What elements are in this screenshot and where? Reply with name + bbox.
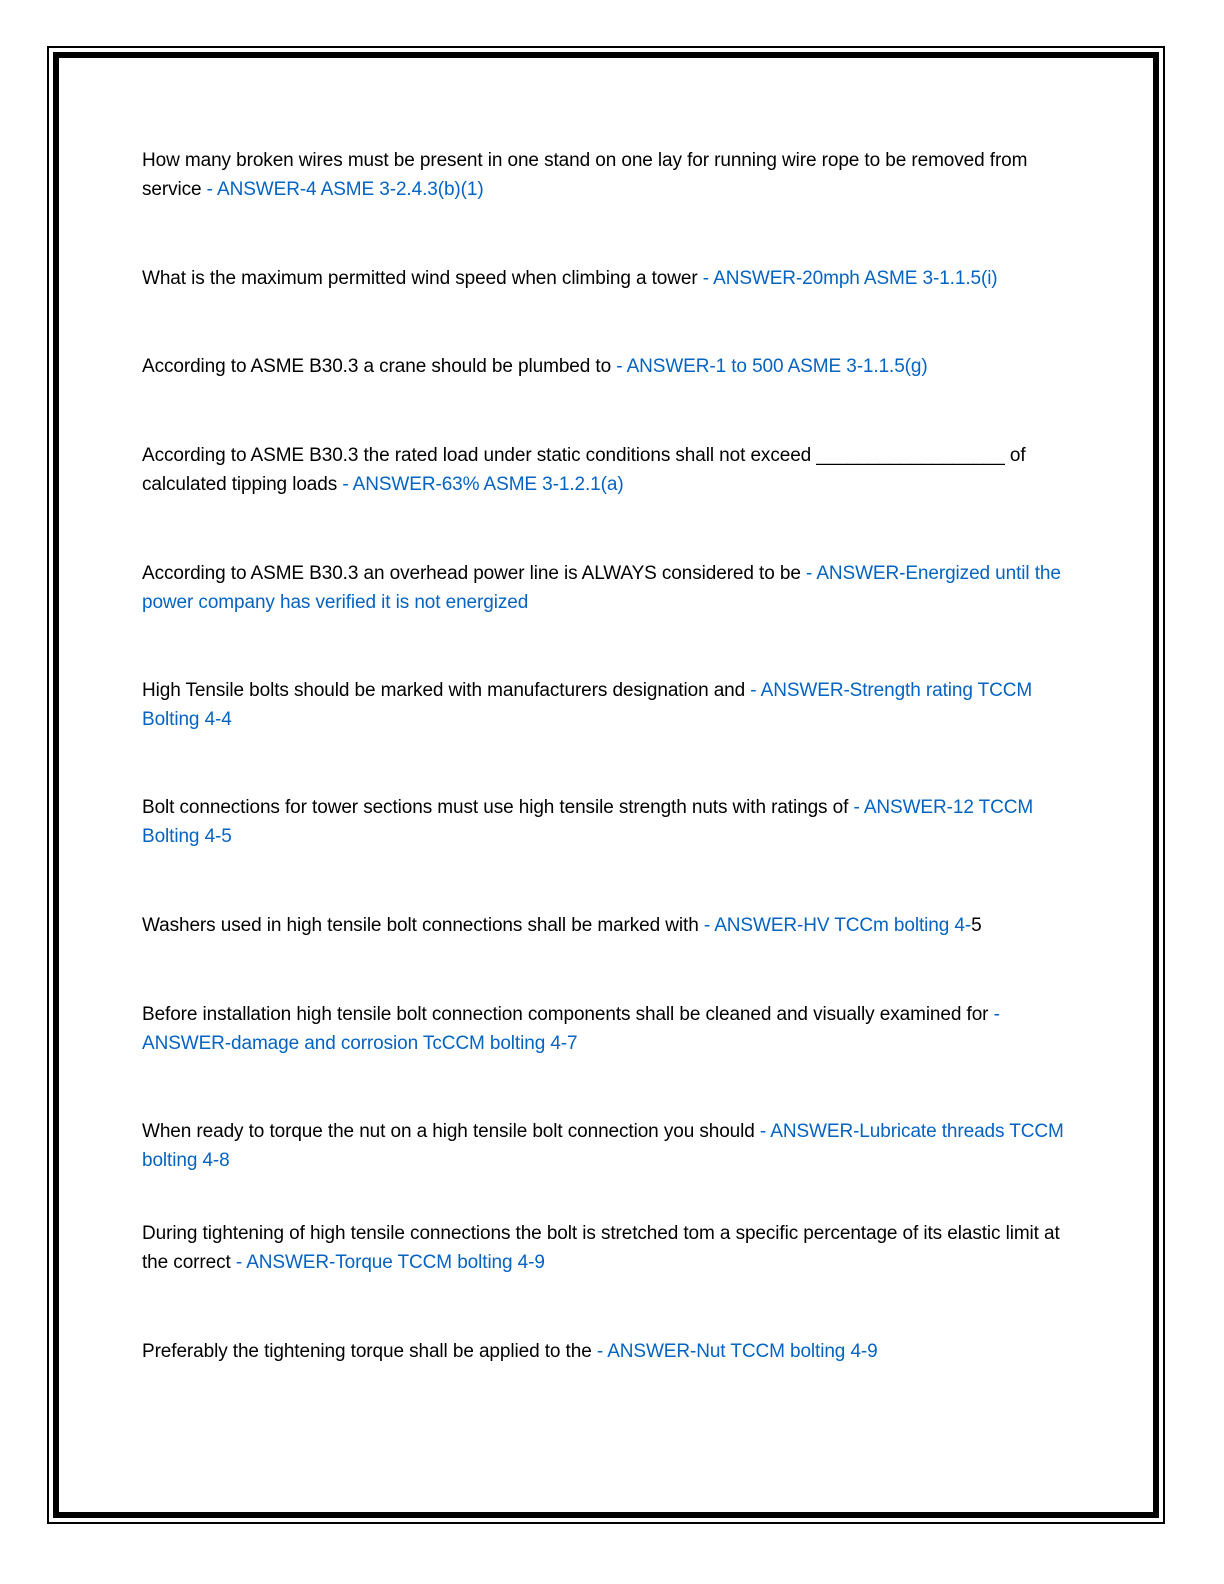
- answer-text: - ANSWER-1 to 500 ASME 3-1.1.5(g): [616, 356, 928, 377]
- qa-item-6: [142, 676, 1077, 734]
- question-text: When ready to torque the nut on a high tensile bolt connection you should: [142, 1121, 760, 1142]
- answer-text: - ANSWER-12 TCCM Bolting 4-5: [142, 797, 1034, 847]
- question-text: Bolt connections for tower sections must use high tensile strength nuts with ratings of: [142, 797, 854, 818]
- question-text: During tightening of high tensile connections the bolt is stretched tom a specific percentage of its elastic limit at the correct: [142, 1223, 1060, 1273]
- answer-tail: 5: [971, 915, 982, 936]
- answer-text: - ANSWER-Energized until the power company has verified it is not energized: [142, 563, 1061, 613]
- qa-item-1: [142, 146, 1077, 204]
- qa-item-12: [142, 1337, 1077, 1366]
- question-text: What is the maximum permitted wind speed when climbing a tower: [142, 268, 703, 289]
- question-text: How many broken wires must be present in one stand on one lay for running wire rope to be removed from service: [142, 150, 1028, 200]
- qa-item-10: [142, 1117, 1077, 1175]
- qa-item-11: [142, 1219, 1077, 1277]
- qa-item-3: [142, 352, 1077, 381]
- answer-text: - ANSWER-HV TCCm bolting 4-: [703, 915, 972, 936]
- question-text: According to ASME B30.3 an overhead power line is ALWAYS considered to be: [142, 563, 806, 584]
- answer-text: - ANSWER-20mph ASME 3-1.1.5(i): [702, 268, 998, 289]
- answer-text: - ANSWER-Strength rating TCCM Bolting 4-4: [142, 680, 1033, 730]
- question-text: High Tensile bolts should be marked with manufacturers designation and: [142, 680, 751, 701]
- question-text: According to ASME B30.3 the rated load under static conditions shall not exceed __________________ of calculated tipping loads: [142, 445, 1026, 495]
- qa-item-7: [142, 793, 1077, 851]
- answer-text: - ANSWER-Nut TCCM bolting 4-9: [596, 1341, 878, 1362]
- qa-item-8: [142, 911, 1077, 940]
- answer-text: - ANSWER-damage and corrosion TcCCM bolting 4-7: [142, 1004, 1000, 1054]
- question-text: Preferably the tightening torque shall be applied to the: [142, 1341, 597, 1362]
- qa-item-4: [142, 441, 1077, 499]
- answer-text: - ANSWER-63% ASME 3-1.2.1(a): [342, 474, 624, 495]
- question-text: Washers used in high tensile bolt connections shall be marked with: [142, 915, 704, 936]
- answer-text: - ANSWER-Lubricate threads TCCM bolting 4-8: [142, 1121, 1064, 1171]
- qa-item-2: [142, 264, 1077, 293]
- question-text: Before installation high tensile bolt connection components shall be cleaned and visually examined for: [142, 1004, 994, 1025]
- answer-text: - ANSWER-Torque TCCM bolting 4-9: [235, 1252, 545, 1273]
- qa-item-9: [142, 1000, 1077, 1058]
- qa-item-5: [142, 559, 1077, 617]
- answer-text: - ANSWER-4 ASME 3-2.4.3(b)(1): [206, 179, 484, 200]
- question-text: According to ASME B30.3 a crane should be plumbed to: [142, 356, 617, 377]
